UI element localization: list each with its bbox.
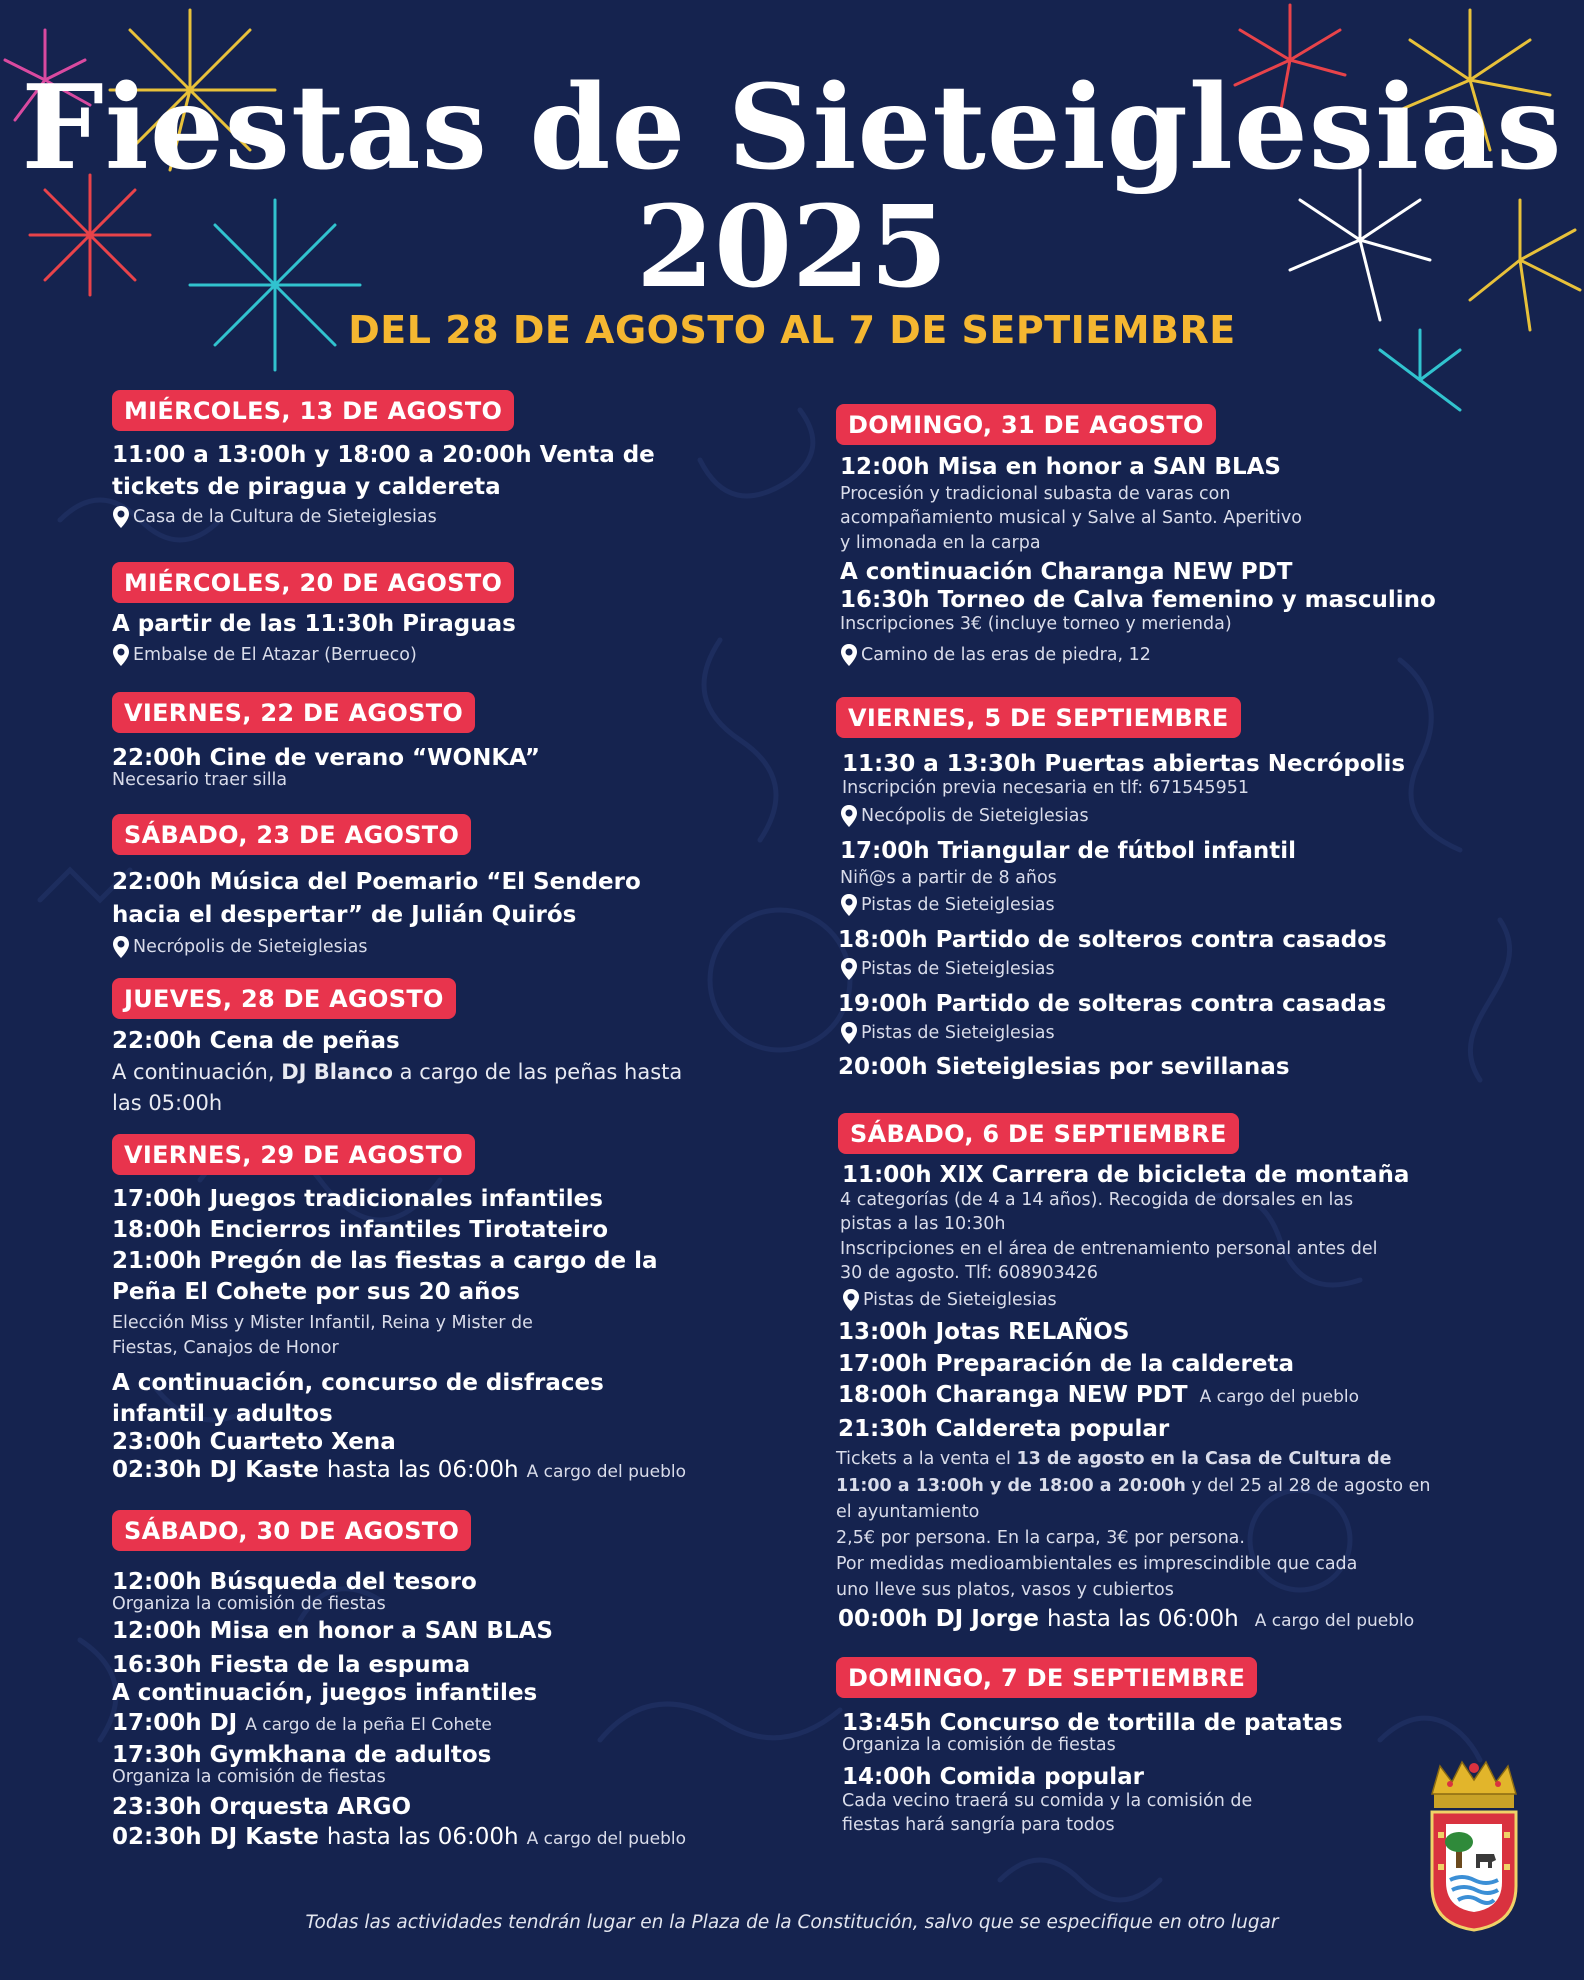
location-label: Necrópolis de Sieteiglesias <box>133 937 368 957</box>
event-line: A continuación Charanga NEW PDT <box>840 559 1293 585</box>
location-pin-icon <box>842 1288 860 1312</box>
event-note: Inscripciones 3€ (incluye torneo y merienda) <box>840 614 1232 634</box>
day-badge: VIERNES, 29 DE AGOSTO <box>112 1134 475 1175</box>
location-pin-icon <box>840 893 858 917</box>
event-line: 02:30h DJ Kaste hasta las 06:00h A cargo del pueblo <box>112 1457 687 1483</box>
location-pin-icon <box>112 935 130 959</box>
location-pin-icon <box>840 1021 858 1045</box>
event-line: tickets de piragua y caldereta <box>112 474 501 500</box>
event-line: 17:00h Triangular de fútbol infantil <box>840 838 1296 864</box>
event-line: 23:30h Orquesta ARGO <box>112 1794 412 1820</box>
event-line: 12:00h Búsqueda del tesoro <box>112 1569 477 1595</box>
event-note: 4 categorías (de 4 a 14 años). Recogida de dorsales en las <box>840 1190 1354 1210</box>
location-label: Pistas de Sieteiglesias <box>861 959 1055 979</box>
location-label: Necópolis de Sieteiglesias <box>861 806 1089 826</box>
day-badge: VIERNES, 22 DE AGOSTO <box>112 692 475 733</box>
event-line: 11:00h XIX Carrera de bicicleta de montaña <box>842 1162 1410 1188</box>
event-note: Niñ@s a partir de 8 años <box>840 868 1057 888</box>
event-location <box>112 643 417 667</box>
event-line: 17:00h DJ A cargo de la peña El Cohete <box>112 1710 492 1736</box>
event-line: 22:00h Cine de verano “WONKA” <box>112 745 540 771</box>
event-line: 18:00h Encierros infantiles Tirotateiro <box>112 1217 609 1243</box>
footer-note: Todas las actividades tendrán lugar en la Plaza de la Constitución, salvo que se especifique en otro lugar <box>305 1912 1279 1933</box>
event-line: A continuación, juegos infantiles <box>112 1680 538 1706</box>
event-location <box>842 1288 1057 1312</box>
event-line: 16:30h Fiesta de la espuma <box>112 1652 471 1678</box>
event-line: 11:30 a 13:30h Puertas abiertas Necrópolis <box>842 751 1406 777</box>
event-note: pistas a las 10:30h <box>840 1214 1006 1234</box>
event-location <box>840 893 1055 917</box>
event-line: 23:00h Cuarteto Xena <box>112 1429 396 1455</box>
location-pin-icon <box>112 505 130 529</box>
event-line: 20:00h Sieteiglesias por sevillanas <box>838 1054 1290 1080</box>
day-badge: SÁBADO, 23 DE AGOSTO <box>112 814 471 855</box>
event-location <box>840 1021 1055 1045</box>
event-line: 14:00h Comida popular <box>842 1764 1144 1790</box>
event-line: 17:30h Gymkhana de adultos <box>112 1742 492 1768</box>
event-line: 22:00h Música del Poemario “El Sendero <box>112 869 641 895</box>
event-line: 19:00h Partido de solteras contra casadas <box>838 991 1387 1017</box>
location-pin-icon <box>840 643 858 667</box>
poster-year: 2025 <box>636 182 948 313</box>
coat-of-arms-icon <box>1422 1756 1526 1932</box>
event-line: 13:45h Concurso de tortilla de patatas <box>842 1710 1343 1736</box>
day-badge: MIÉRCOLES, 20 DE AGOSTO <box>112 562 514 603</box>
event-note: Inscripción previa necesaria en tlf: 671545951 <box>842 778 1249 798</box>
location-label: Pistas de Sieteiglesias <box>861 895 1055 915</box>
event-note: Organiza la comisión de fiestas <box>112 1767 386 1787</box>
event-line: A partir de las 11:30h Piraguas <box>112 611 516 637</box>
event-note: Organiza la comisión de fiestas <box>842 1735 1116 1755</box>
event-line: 18:00h Partido de solteros contra casados <box>838 927 1387 953</box>
event-note: Necesario traer silla <box>112 770 288 790</box>
event-note: 11:00 a 13:00h y de 18:00 a 20:00h y del 25 al 28 de agosto en <box>836 1476 1431 1496</box>
event-line: 17:00h Juegos tradicionales infantiles <box>112 1186 603 1212</box>
event-line: Peña El Cohete por sus 20 años <box>112 1279 520 1305</box>
location-label: Pistas de Sieteiglesias <box>861 1023 1055 1043</box>
event-line: 21:30h Caldereta popular <box>838 1416 1170 1442</box>
event-note: Organiza la comisión de fiestas <box>112 1594 386 1614</box>
event-line: 16:30h Torneo de Calva femenino y masculino <box>840 587 1436 613</box>
event-line: 21:00h Pregón de las fiestas a cargo de la <box>112 1248 658 1274</box>
event-location <box>112 935 367 959</box>
day-badge: SÁBADO, 6 DE SEPTIEMBRE <box>838 1113 1239 1154</box>
event-location <box>840 957 1055 981</box>
day-badge: DOMINGO, 31 DE AGOSTO <box>836 404 1216 445</box>
event-line: infantil y adultos <box>112 1401 333 1427</box>
event-location <box>840 643 1151 667</box>
event-note: Tickets a la venta el 13 de agosto en la Casa de Cultura de <box>836 1449 1392 1469</box>
location-label: Embalse de El Atazar (Berrueco) <box>133 645 417 665</box>
event-line: A continuación, concurso de disfraces <box>112 1370 604 1396</box>
event-note: Por medidas medioambientales es imprescindible que cada <box>836 1554 1358 1574</box>
event-line: 00:00h DJ Jorge hasta las 06:00h A cargo del pueblo <box>838 1606 1415 1632</box>
event-line: 22:00h Cena de peñas <box>112 1028 400 1054</box>
event-line: 12:00h Misa en honor a SAN BLAS <box>840 454 1281 480</box>
day-badge: VIERNES, 5 DE SEPTIEMBRE <box>836 697 1241 738</box>
event-line: hacia el despertar” de Julián Quirós <box>112 902 577 928</box>
event-note: uno lleve sus platos, vasos y cubiertos <box>836 1580 1174 1600</box>
event-location <box>112 505 437 529</box>
event-note: Fiestas, Canajos de Honor <box>112 1338 339 1358</box>
event-note: el ayuntamiento <box>836 1502 980 1522</box>
day-badge: MIÉRCOLES, 13 DE AGOSTO <box>112 390 514 431</box>
event-note: y limonada en la carpa <box>840 533 1041 553</box>
location-pin-icon <box>840 957 858 981</box>
event-line: 02:30h DJ Kaste hasta las 06:00h A cargo del pueblo <box>112 1824 687 1850</box>
event-line: 18:00h Charanga NEW PDT A cargo del pueblo <box>838 1382 1359 1408</box>
event-line: 11:00 a 13:00h y 18:00 a 20:00h Venta de <box>112 442 655 468</box>
location-label: Camino de las eras de piedra, 12 <box>861 645 1151 665</box>
event-note: fiestas hará sangría para todos <box>842 1815 1115 1835</box>
day-badge: JUEVES, 28 DE AGOSTO <box>112 978 456 1019</box>
event-note: Cada vecino traerá su comida y la comisión de <box>842 1791 1253 1811</box>
location-pin-icon <box>112 643 130 667</box>
poster-title: Fiestas de Sieteiglesias <box>21 60 1563 196</box>
event-note: 30 de agosto. Tlf: 608903426 <box>840 1263 1099 1283</box>
event-line: 17:00h Preparación de la caldereta <box>838 1351 1294 1377</box>
event-location <box>840 804 1089 828</box>
location-label: Casa de la Cultura de Sieteiglesias <box>133 507 437 527</box>
event-note: Inscripciones en el área de entrenamiento personal antes del <box>840 1239 1378 1259</box>
event-line: 12:00h Misa en honor a SAN BLAS <box>112 1618 553 1644</box>
event-note: Elección Miss y Mister Infantil, Reina y Mister de <box>112 1313 533 1333</box>
event-note: acompañamiento musical y Salve al Santo. Aperitivo <box>840 508 1302 528</box>
event-note: A continuación, DJ Blanco a cargo de las peñas hasta <box>112 1060 683 1084</box>
event-note: las 05:00h <box>112 1091 223 1115</box>
day-badge: DOMINGO, 7 DE SEPTIEMBRE <box>836 1657 1257 1698</box>
day-badge: SÁBADO, 30 DE AGOSTO <box>112 1510 471 1551</box>
location-pin-icon <box>840 804 858 828</box>
event-note: Procesión y tradicional subasta de varas con <box>840 484 1231 504</box>
event-note: 2,5€ por persona. En la carpa, 3€ por persona. <box>836 1528 1245 1548</box>
festival-dates: DEL 28 DE AGOSTO AL 7 DE SEPTIEMBRE <box>348 308 1236 352</box>
event-line: 13:00h Jotas RELAÑOS <box>838 1319 1130 1345</box>
location-label: Pistas de Sieteiglesias <box>863 1290 1057 1310</box>
